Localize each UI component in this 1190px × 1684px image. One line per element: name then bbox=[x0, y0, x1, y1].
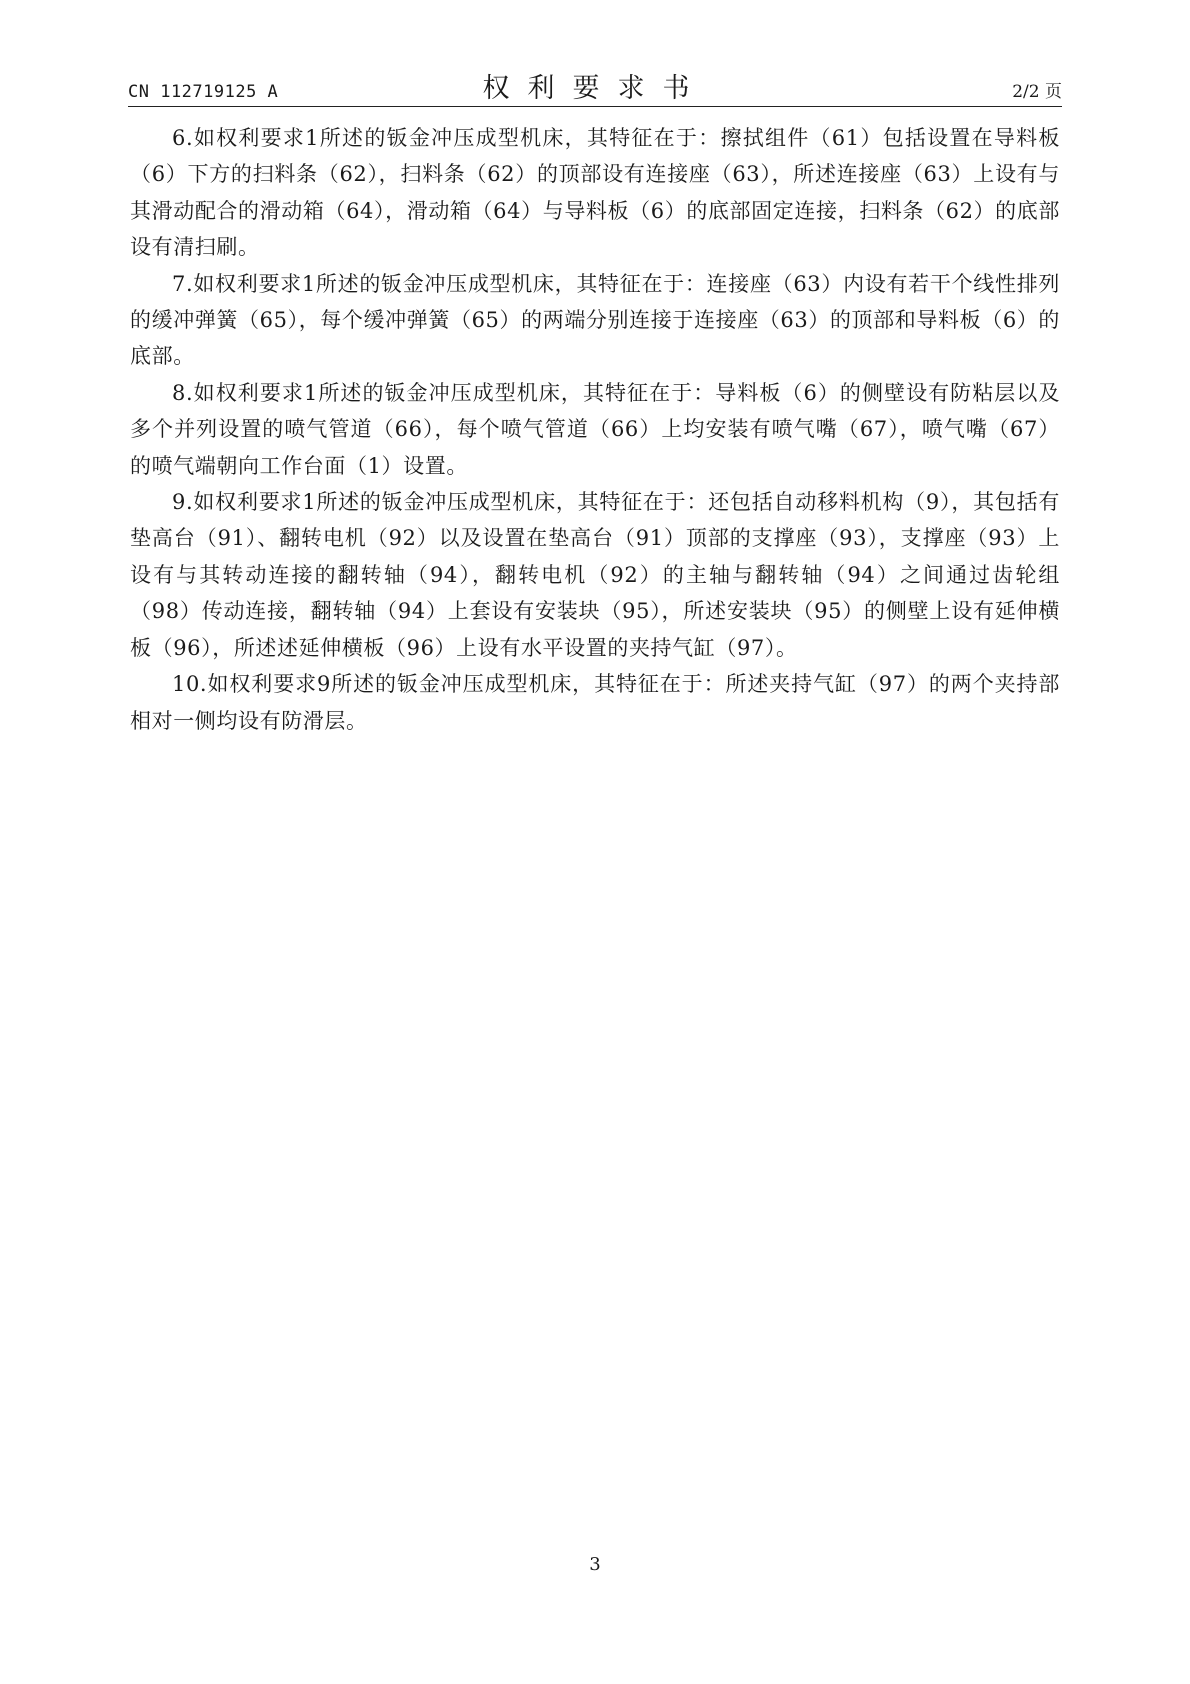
claim-7: 7.如权利要求1所述的钣金冲压成型机床，其特征在于：连接座（63）内设有若干个线性排列的缓冲弹簧（65），每个缓冲弹簧（65）的两端分别连接于连接座（63）的顶部和导料板（6）的底部。 bbox=[130, 271, 1060, 369]
claims-body bbox=[130, 120, 1060, 739]
header-divider bbox=[128, 106, 1062, 107]
publication-number: CN 112719125 A bbox=[128, 82, 279, 102]
page-number: 3 bbox=[589, 1554, 601, 1575]
claim-9: 9.如权利要求1所述的钣金冲压成型机床，其特征在于：还包括自动移料机构（9），其包括有垫高台（91）、翻转电机（92）以及设置在垫高台（91）顶部的支撑座（93），支撑座（93）上设有与其转动连接的翻转轴（94），翻转电机（92）的主轴与翻转轴（94）之间通过齿轮组（98）传动连接，翻转轴（94）上套设有安装块（95），所述安装块（95）的侧壁上设有延伸横板（96），所述述延伸横板（96）上设有水平设置的夹持气缸（97）。 bbox=[130, 490, 1060, 660]
claim-10: 10.如权利要求9所述的钣金冲压成型机床，其特征在于：所述夹持气缸（97）的两个夹持部相对一侧均设有防滑层。 bbox=[130, 672, 1060, 733]
page-indicator: 2/2 页 bbox=[1012, 82, 1062, 102]
page-header bbox=[128, 68, 1062, 104]
claim-6: 6.如权利要求1所述的钣金冲压成型机床，其特征在于：擦拭组件（61）包括设置在导料板（6）下方的扫料条（62），扫料条（62）的顶部设有连接座（63），所述连接座（63）上设有与其滑动配合的滑动箱（64），滑动箱（64）与导料板（6）的底部固定连接，扫料条（62）的底部设有清扫刷。 bbox=[130, 126, 1060, 260]
claim-8: 8.如权利要求1所述的钣金冲压成型机床，其特征在于：导料板（6）的侧壁设有防粘层以及多个并列设置的喷气管道（66），每个喷气管道（66）上均安装有喷气嘴（67），喷气嘴（67）的喷气端朝向工作台面（1）设置。 bbox=[130, 380, 1060, 478]
document-title: 权利要求书 bbox=[482, 73, 708, 104]
